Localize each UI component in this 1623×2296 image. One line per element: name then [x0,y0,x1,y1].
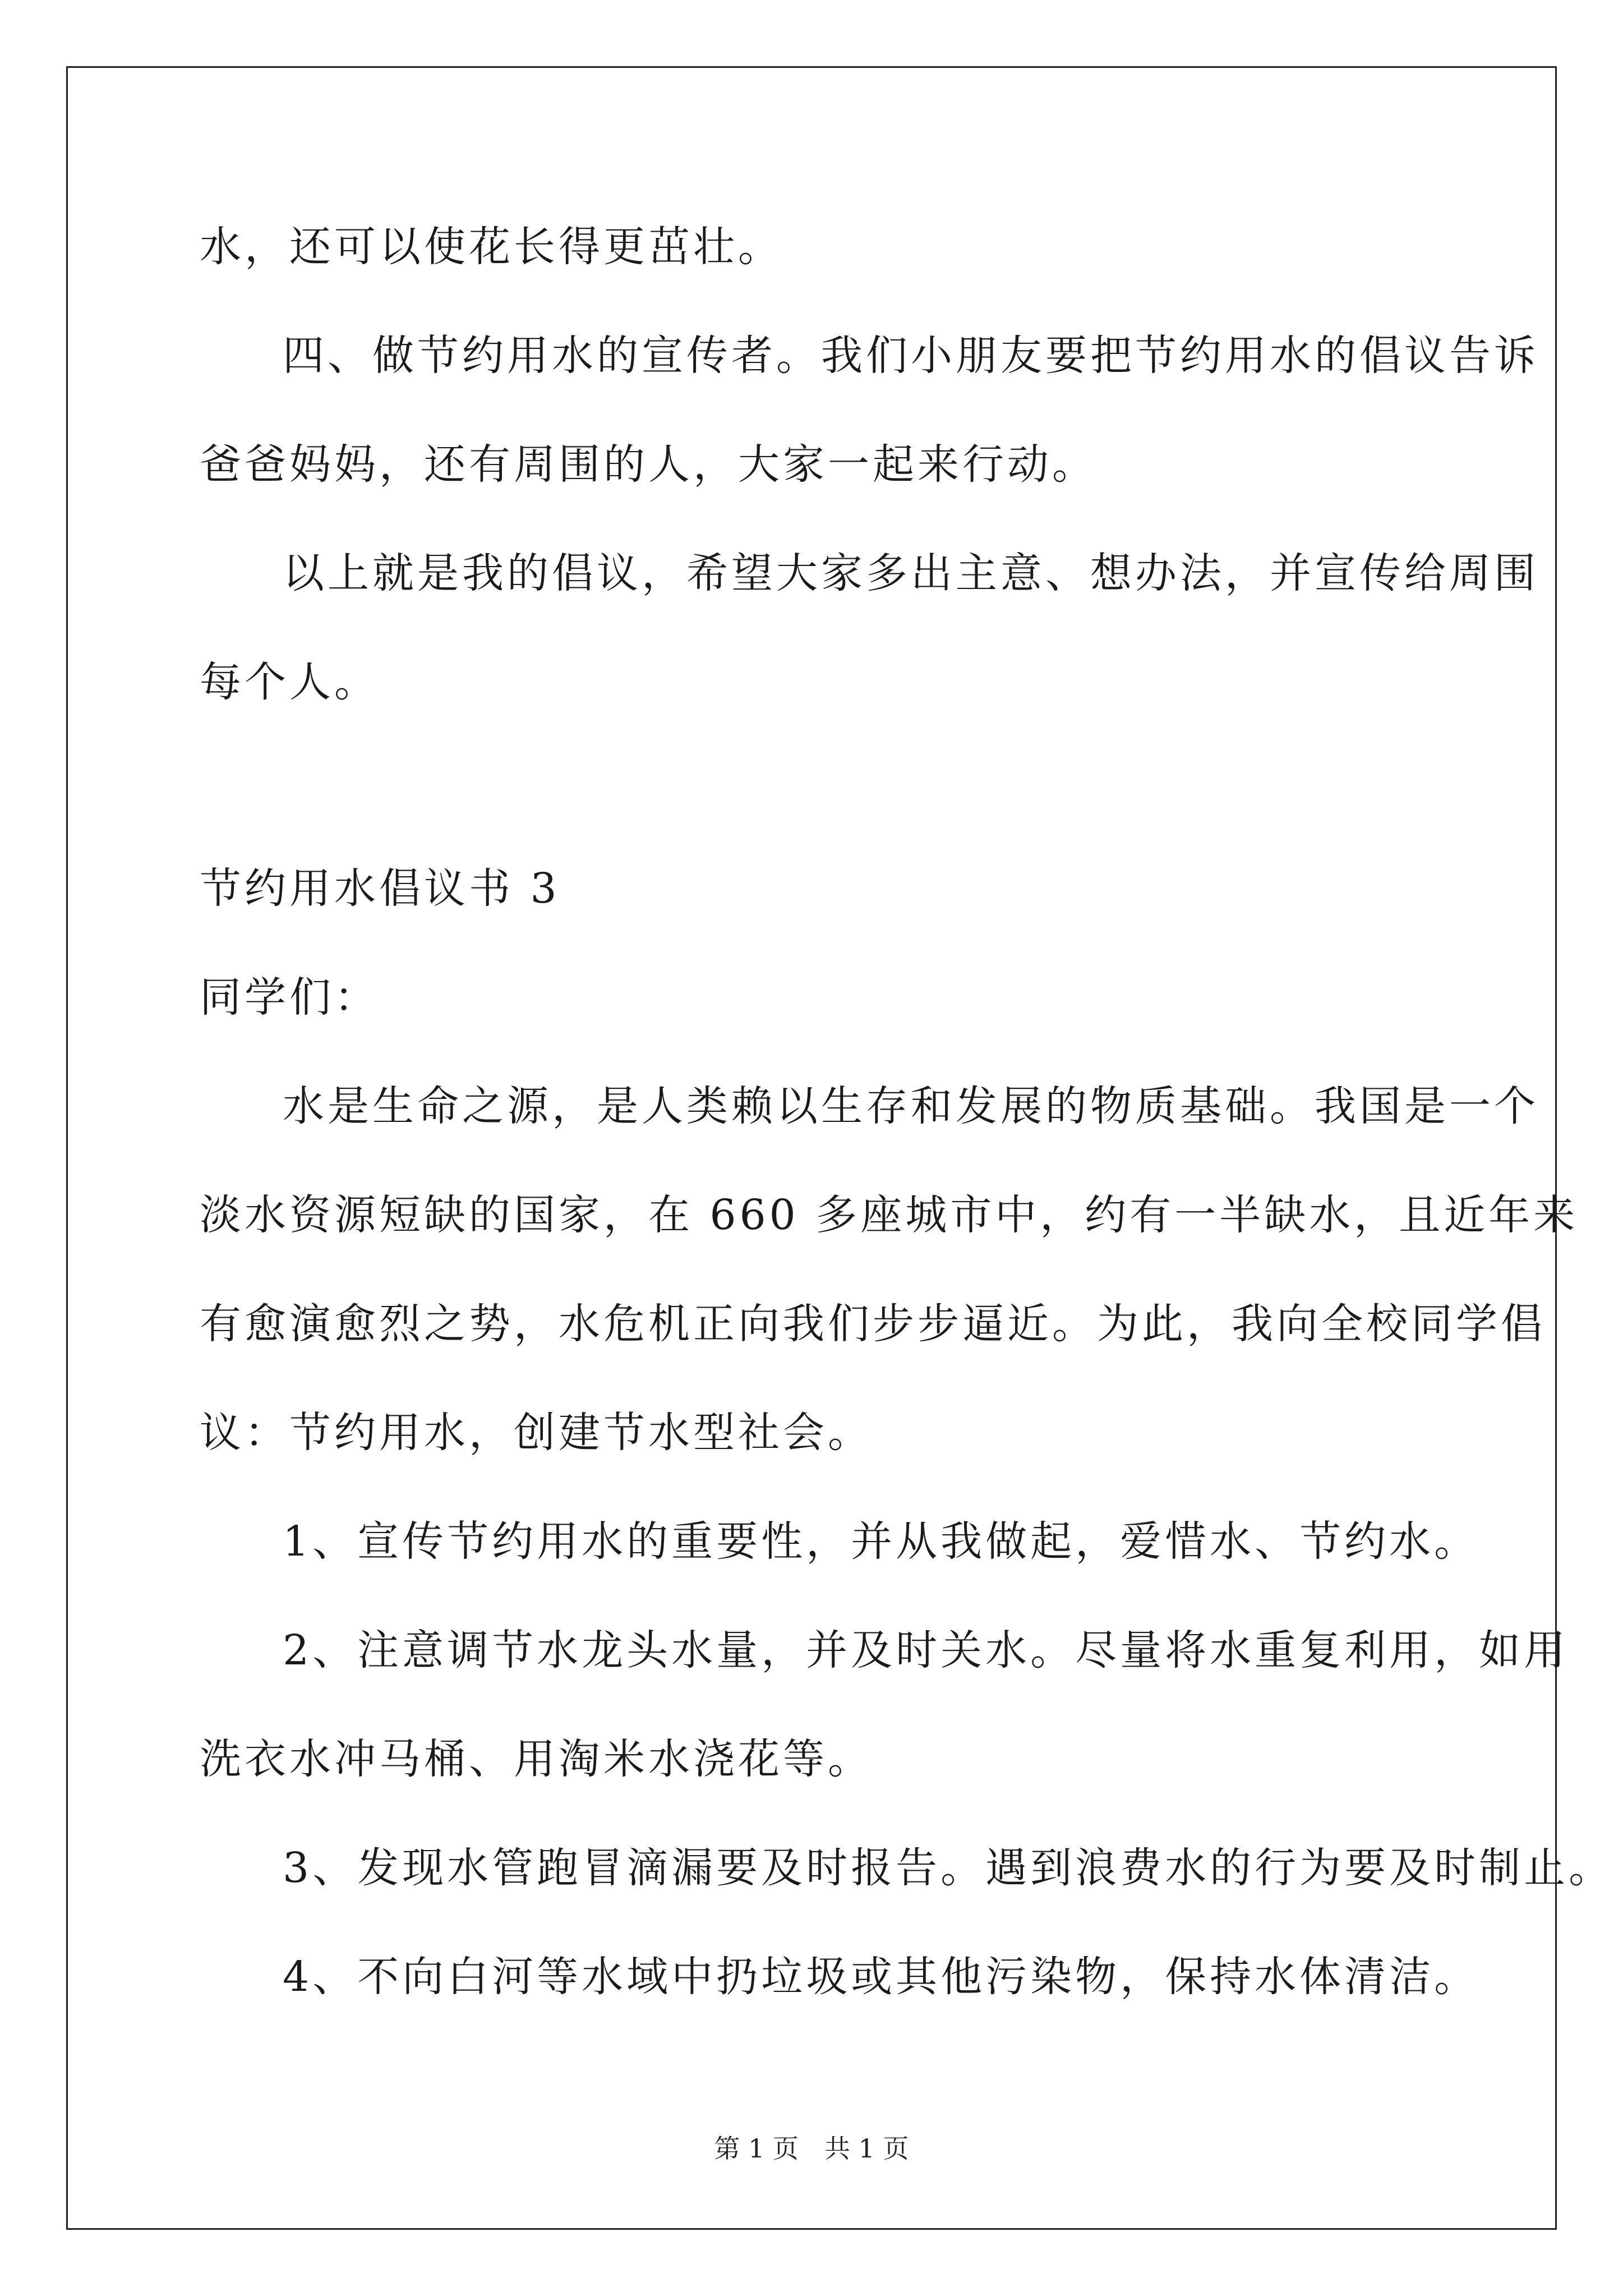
text-line: 有愈演愈烈之势，水危机正向我们步步逼近。为此，我向全校同学倡 [200,1300,1546,1348]
list-item: 1、宣传节约用水的重要性，并从我做起，爱惜水、节约水。 [283,1517,1479,1566]
text-line: 议：节约用水，创建节水型社会。 [200,1409,873,1457]
list-item: 3、发现水管跑冒滴漏要及时报告。遇到浪费水的行为要及时制止。 [283,1844,1614,1892]
section-title: 节约用水倡议书 3 [200,864,560,913]
text-line: 水是生命之源，是人类赖以生存和发展的物质基础。我国是一个 [283,1082,1539,1130]
text-line: 爸爸妈妈，还有周围的人，大家一起来行动。 [200,440,1097,489]
text-line: 水，还可以使花长得更茁壮。 [200,223,783,271]
page-border [66,66,1557,2230]
text-line: 洗衣水冲马桶、用淘米水浇花等。 [200,1735,873,1783]
page-footer: 第 1 页 共 1 页 [714,2133,909,2164]
list-item: 2、注意调节水龙头水量，并及时关水。尽量将水重复利用，如用 [283,1626,1569,1674]
text-line: 四、做节约用水的宣传者。我们小朋友要把节约用水的倡议告诉 [283,332,1539,380]
text-line: 以上就是我的倡议，希望大家多出主意、想办法，并宣传给周围 [283,549,1539,597]
text-line: 淡水资源短缺的国家，在 660 多座城市中，约有一半缺水，且近年来 [200,1191,1579,1239]
salutation: 同学们： [200,973,379,1022]
list-item: 4、不向白河等水域中扔垃圾或其他污染物，保持水体清洁。 [283,1953,1479,2001]
text-line: 每个人。 [200,658,379,706]
